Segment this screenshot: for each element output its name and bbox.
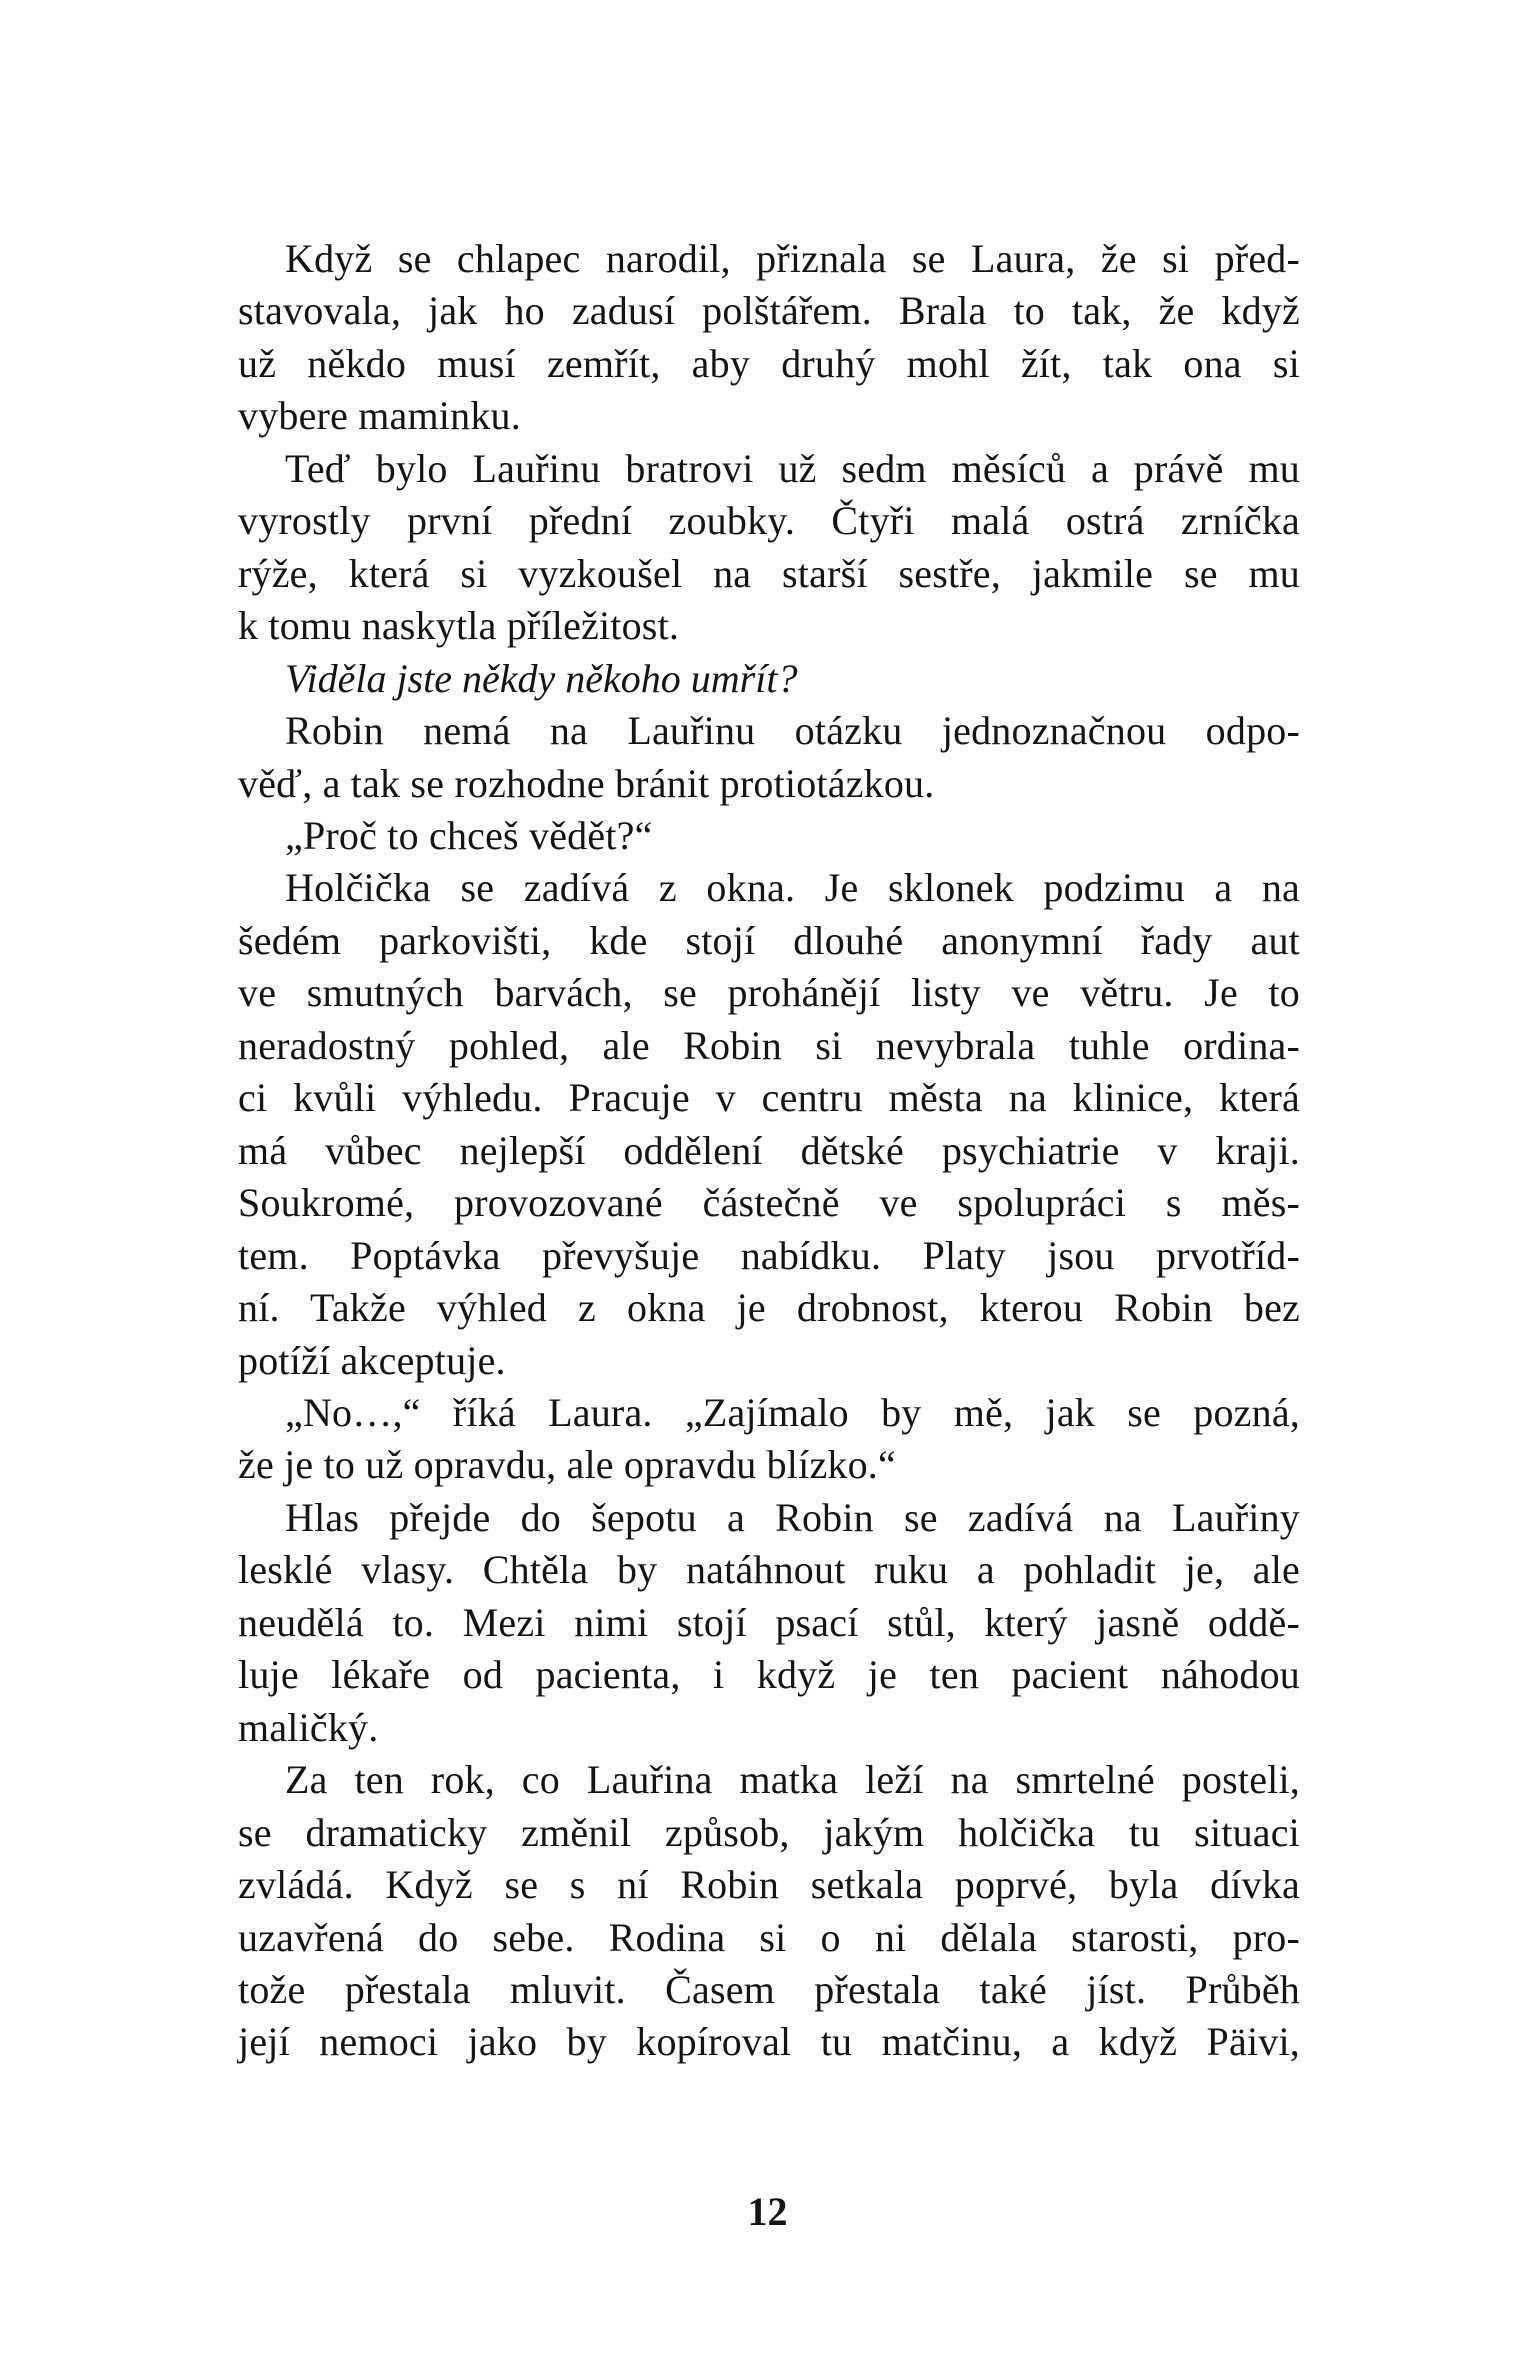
text-line: zvládá. Když se s ní Robin setkala poprvé, byla dívka <box>238 1862 1300 1908</box>
text-line: uzavřená do sebe. Rodina si o ni dělala starosti, pro- <box>238 1914 1300 1960</box>
text-line: Hlas přejde do šepotu a Robin se zadívá na Lauřiny <box>285 1494 1300 1540</box>
text-line: stavovala, jak ho zadusí polštářem. Brala to tak, že když <box>238 288 1300 334</box>
text-line: ní. Takže výhled z okna je drobnost, kterou Robin bez <box>238 1285 1300 1331</box>
text-line: má vůbec nejlepší oddělení dětské psychiatrie v kraji. <box>238 1127 1300 1173</box>
text-line: maličký. <box>238 1704 379 1750</box>
text-line: tem. Poptávka převyšuje nabídku. Platy jsou prvotříd- <box>238 1232 1300 1278</box>
text-line: Viděla jste někdy někoho umřít? <box>285 655 798 701</box>
text-line: k tomu naskytla příležitost. <box>238 603 680 649</box>
text-line: neudělá to. Mezi nimi stojí psací stůl, který jasně oddě- <box>238 1599 1300 1645</box>
paragraph <box>238 443 1300 653</box>
text-line: šedém parkovišti, kde stojí dlouhé anonymní řady aut <box>238 917 1300 963</box>
text-line: Když se chlapec narodil, přiznala se Laura, že si před- <box>285 236 1300 281</box>
text-line: luje lékaře od pacienta, i když je ten pacient náhodou <box>238 1652 1300 1698</box>
paragraph <box>238 705 1300 810</box>
text-line: Holčička se zadívá z okna. Je sklonek podzimu a na <box>285 865 1300 911</box>
text-line: tože přestala mluvit. Časem přestala také jíst. Průběh <box>238 1966 1300 2012</box>
text-line: její nemoci jako by kopíroval tu matčinu, a když Päivi, <box>238 2019 1300 2065</box>
text-line: „No…,“ říká Laura. „Zajímalo by mě, jak se pozná, <box>285 1389 1300 1435</box>
text-line: se dramaticky změnil způsob, jakým holčička tu situaci <box>238 1809 1300 1855</box>
text-line: „Proč to chceš vědět?“ <box>285 812 653 858</box>
text-line: věď, a tak se rozhodne bránit protiotázkou. <box>238 760 935 806</box>
paragraph <box>238 862 1300 1387</box>
text-line: neradostný pohled, ale Robin si nevybrala tuhle ordina- <box>238 1022 1300 1068</box>
paragraph <box>238 810 1300 862</box>
text-line: už někdo musí zemřít, aby druhý mohl žít, tak ona si <box>238 340 1300 386</box>
paragraph <box>238 1754 1300 2069</box>
text-line: lesklé vlasy. Chtěla by natáhnout ruku a pohladit je, ale <box>238 1547 1300 1593</box>
text-line: vyrostly první přední zoubky. Čtyři malá ostrá zrníčka <box>238 498 1300 544</box>
text-line: ci kvůli výhledu. Pracuje v centru města na klinice, která <box>238 1075 1300 1121</box>
body-text <box>238 233 1300 2069</box>
page-number: 12 <box>747 2189 788 2234</box>
paragraph <box>238 1387 1300 1492</box>
paragraph <box>238 653 1300 705</box>
text-line: Teď bylo Lauřinu bratrovi už sedm měsíců a právě mu <box>285 445 1300 491</box>
paragraph <box>238 1492 1300 1754</box>
text-line: rýže, která si vyzkoušel na starší sestře, jakmile se mu <box>238 550 1300 596</box>
text-line: potíží akceptuje. <box>238 1337 506 1383</box>
text-line: Soukromé, provozované částečně ve spolupráci s měs- <box>238 1180 1300 1226</box>
text-line: že je to už opravdu, ale opravdu blízko.“ <box>238 1442 896 1488</box>
paragraph <box>238 233 1300 443</box>
text-line: Robin nemá na Lauřinu otázku jednoznačnou odpo- <box>285 708 1300 754</box>
text-line: ve smutných barvách, se prohánějí listy ve větru. Je to <box>238 970 1300 1016</box>
text-line: vybere maminku. <box>238 393 521 439</box>
text-line: Za ten rok, co Lauřina matka leží na smrtelné posteli, <box>285 1757 1300 1803</box>
